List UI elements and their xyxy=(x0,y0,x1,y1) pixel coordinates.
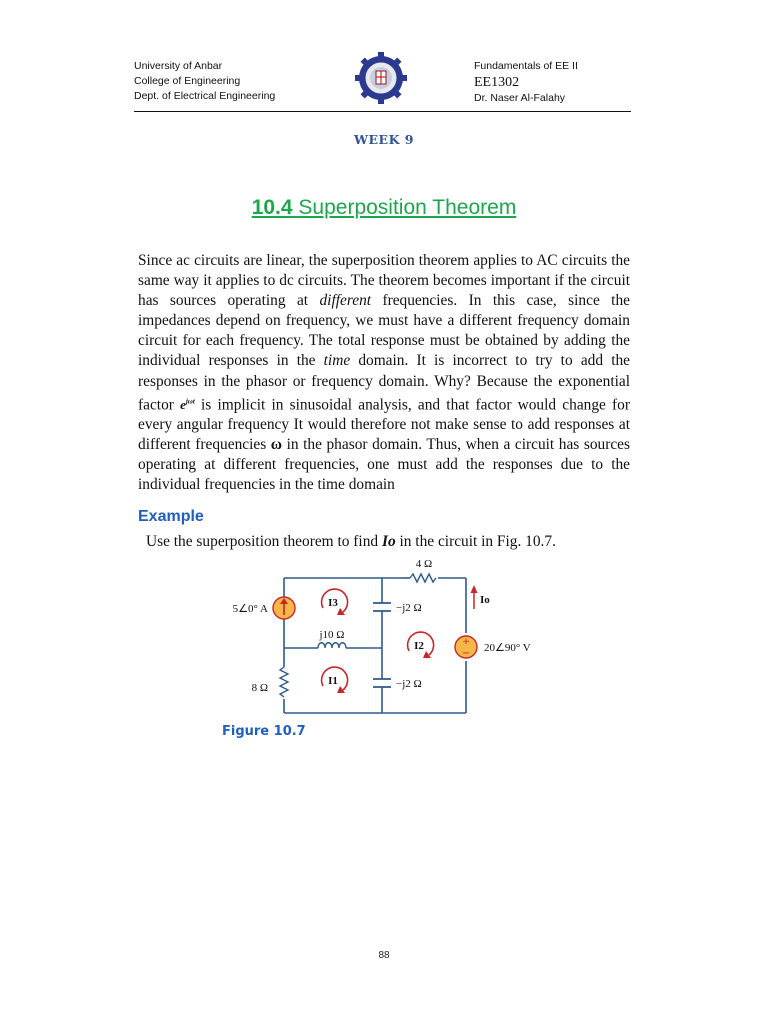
course-block xyxy=(474,59,578,106)
inductor xyxy=(318,643,346,648)
label-mesh-i3: I3 xyxy=(328,597,338,609)
page-number: 88 xyxy=(378,950,390,961)
college-name: College of Engineering xyxy=(134,75,241,87)
factor-exponent: jωt xyxy=(185,397,195,406)
institution-block xyxy=(134,59,275,104)
circuit-wires xyxy=(284,578,466,713)
example-text: Use the superposition theorem to find xyxy=(146,533,382,550)
header-divider xyxy=(134,111,631,112)
capacitor-bottom xyxy=(373,679,391,687)
section-heading: Superposition Theorem xyxy=(298,196,517,219)
resistor-8ohm xyxy=(280,667,288,697)
course-code: EE1302 xyxy=(474,75,520,90)
paragraph-text: is implicit in sinusoidal analysis, and that factor would change for every angular frequency It would therefore not make sense to add responses at different frequencies xyxy=(138,395,630,454)
example-heading: Example xyxy=(138,508,204,525)
voltage-source xyxy=(455,636,477,659)
capacitor-top xyxy=(373,603,391,611)
course-name: Fundamentals of EE II xyxy=(474,60,578,72)
resistor-4ohm xyxy=(410,574,436,582)
department-name: Dept. of Electrical Engineering xyxy=(134,90,276,102)
io-arrow xyxy=(471,585,478,609)
label-mesh-i2: I2 xyxy=(414,640,424,652)
label-r-left: 8 Ω xyxy=(251,682,268,694)
svg-text:−: − xyxy=(461,648,471,659)
university-logo xyxy=(354,51,408,105)
section-number: 10.4 xyxy=(251,196,293,219)
label-voltage-source: 20∠90° V xyxy=(484,642,531,654)
week-label: WEEK 9 xyxy=(353,132,414,147)
university-name: University of Anbar xyxy=(134,60,223,72)
circuit-diagram xyxy=(212,553,552,748)
label-io: Io xyxy=(480,594,490,606)
current-source xyxy=(273,597,295,619)
label-mesh-i1: I1 xyxy=(328,675,338,687)
exponential-factor xyxy=(180,397,195,412)
svg-text:+: + xyxy=(462,637,470,647)
emphasis-time: time xyxy=(323,352,351,370)
paragraph-text: frequencies. In this case, since the impedances depend on frequency, we must have a different frequency domain circuit for each frequency. The total response must be obtained by adding the individual responses in the xyxy=(138,292,630,370)
body-paragraph xyxy=(138,251,630,495)
example-variable: Io xyxy=(381,533,396,550)
section-title xyxy=(0,196,768,220)
emphasis-different: different xyxy=(319,292,372,310)
paragraph-text: Since ac circuits are linear, the superposition theorem applies to AC circuits the same way it applies to dc circuits. The theorem becomes important if the circuit has sources operating at xyxy=(138,252,630,310)
label-cap-top: −j2 Ω xyxy=(396,602,422,614)
figure-caption: Figure 10.7 xyxy=(222,724,306,739)
omega-symbol: ω xyxy=(270,436,283,454)
label-current-source: 5∠0° A xyxy=(232,603,268,615)
factor-base: e xyxy=(180,396,186,412)
example-text: in the circuit in Fig. 10.7. xyxy=(395,533,556,550)
label-inductor: j10 Ω xyxy=(319,629,345,641)
paragraph-text: domain. It is incorrect to try to add the responses in the phasor or frequency domain. Why? Because the exponential factor xyxy=(138,352,630,413)
label-r-top: 4 Ω xyxy=(415,558,433,570)
paragraph-text: in the phasor domain. Thus, when a circuit has sources operating at different frequencies, one must add the responses due to the individual frequencies in the time domain xyxy=(138,436,630,494)
example-statement xyxy=(146,533,556,551)
instructor-name: Dr. Naser Al-Falahy xyxy=(474,92,566,104)
label-cap-bottom: −j2 Ω xyxy=(396,678,422,690)
